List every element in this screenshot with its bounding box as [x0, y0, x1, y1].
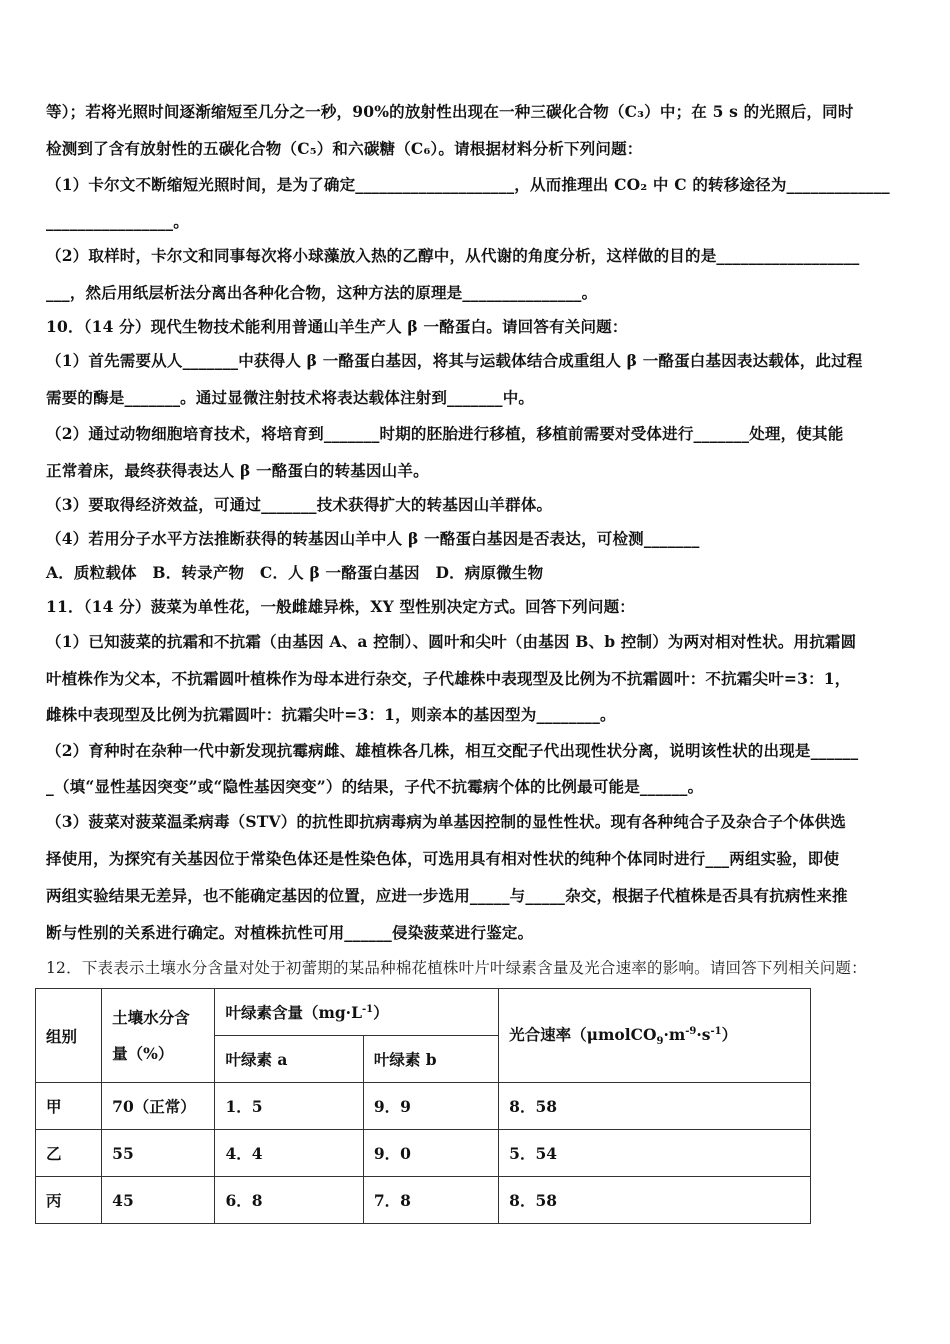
text-line: （1）首先需要从人_______中获得人 β 一酪蛋白基因，将其与运载体结合成重组人 β 一酪蛋白基因表达载体，此过程	[46, 351, 863, 370]
cell-chlb: 9．0	[363, 1130, 498, 1177]
cell-rate: 8．58	[499, 1177, 811, 1224]
header-rate-end: ）	[721, 1025, 738, 1045]
table-row	[36, 1177, 811, 1224]
text-line: （1）已知菠菜的抗霜和不抗霜（由基因 A、a 控制）、圆叶和尖叶（由基因 B、b 控制）为两对相对性状。用抗霜圆	[46, 632, 857, 651]
cell-water: 45	[102, 1177, 215, 1224]
text-line: （2）通过动物细胞培育技术，将培育到_______时期的胚胎进行移植，移植前需要对受体进行_______处理，使其能	[46, 424, 844, 443]
cell-chla: 6．8	[215, 1177, 363, 1224]
cell-chla: 1．5	[215, 1083, 363, 1130]
text-line: 择使用，为探究有关基因位于常染色体还是性染色体，可选用具有相对性状的纯种个体同时进行___两组实验，即使	[46, 849, 840, 868]
header-chlorophyll-label: 叶绿素含量（mg·L	[225, 1003, 362, 1022]
header-rate-mid2: ·s	[696, 1025, 711, 1045]
table-row	[36, 1083, 811, 1130]
header-chlorophyll-end: ）	[373, 1003, 389, 1022]
header-rate-sub: 9	[656, 1036, 664, 1048]
header-chlorophyll-a: 叶绿素 a	[215, 1036, 363, 1083]
header-rate-sup1: -9	[685, 1026, 697, 1038]
header-chlorophyll	[215, 989, 499, 1036]
text-line: 雌株中表现型及比例为抗霜圆叶：抗霜尖叶=3：1，则亲本的基因型为________。	[46, 705, 616, 724]
text-line: 需要的酶是_______。通过显微注射技术将表达载体注射到_______中。	[46, 388, 535, 407]
header-water	[102, 989, 215, 1083]
table-row	[36, 1130, 811, 1177]
cell-rate: 8．58	[499, 1083, 811, 1130]
cell-chlb: 7．8	[363, 1177, 498, 1224]
cell-chla: 4．4	[215, 1130, 363, 1177]
header-rate-mid: ·m	[663, 1025, 686, 1045]
text-line: （3）菠菜对菠菜温柔病毒（STV）的抗性即抗病毒病为单基因控制的显性性状。现有各种纯合子及杂合子个体供选	[46, 812, 846, 831]
cell-water: 70（正常）	[102, 1083, 215, 1130]
header-chlorophyll-sup: -1	[361, 1003, 374, 1015]
question-10-title: 10．（14 分）现代生物技术能利用普通山羊生产人 β 一酪蛋白。请回答有关问题：	[46, 317, 628, 336]
header-group: 组别	[36, 989, 102, 1083]
text-line: （4）若用分子水平方法推断获得的转基因山羊中人 β 一酪蛋白基因是否表达，可检测_______	[46, 529, 700, 548]
text-line: （3）要取得经济效益，可通过_______技术获得扩大的转基因山羊群体。	[46, 495, 553, 514]
cell-group: 丙	[36, 1177, 102, 1224]
text-line: （1）卡尔文不断缩短光照时间，是为了确定____________________，从而推理出 CO₂ 中 C 的转移途径为_____________	[46, 175, 890, 194]
header-rate-sup2: -1	[710, 1026, 722, 1038]
header-water-line1: 土壤水分含	[112, 1007, 190, 1027]
text-line: ___，然后用纸层析法分离出各种化合物，这种方法的原理是_______________。	[46, 283, 598, 302]
text-line: ________________。	[46, 212, 189, 231]
answer-options: A．质粒载体 B．转录产物 C．人 β 一酪蛋白基因 D．病原微生物	[46, 563, 544, 582]
header-water-line2: 量（%）	[112, 1043, 174, 1063]
question-12-title: 12．下表表示土壤水分含量对处于初蕾期的某品种棉花植株叶片叶绿素含量及光合速率的影响。请回答下列相关问题：	[46, 959, 867, 977]
cell-group: 甲	[36, 1083, 102, 1130]
text-line: （2）育种时在杂种一代中新发现抗霉病雌、雄植株各几株，相互交配子代出现性状分离，说明该性状的出现是______	[46, 741, 859, 760]
cell-water: 55	[102, 1130, 215, 1177]
header-rate-label: 光合速率（μmolCO	[509, 1025, 657, 1045]
data-table	[35, 988, 811, 1224]
text-line: 正常着床，最终获得表达人 β 一酪蛋白的转基因山羊。	[46, 461, 429, 480]
text-line: 断与性别的关系进行确定。对植株抗性可用______侵染菠菜进行鉴定。	[46, 923, 534, 942]
text-line: 两组实验结果无差异，也不能确定基因的位置，应进一步选用_____与_____杂交，根据子代植株是否具有抗病性来推	[46, 886, 848, 905]
cell-rate: 5．54	[499, 1130, 811, 1177]
text-line: 检测到了含有放射性的五碳化合物（C₅）和六碳糖（C₆）。请根据材料分析下列问题：	[46, 139, 643, 158]
text-line: _（填“显性基因突变”或“隐性基因突变”）的结果，子代不抗霉病个体的比例最可能是______。	[46, 777, 704, 796]
text-line: （2）取样时，卡尔文和同事每次将小球藻放入热的乙醇中，从代谢的角度分析，这样做的目的是__________________	[46, 246, 860, 265]
text-line: 叶植株作为父本，不抗霜圆叶植株作为母本进行杂交，子代雄株中表现型及比例为不抗霜圆叶：不抗霜尖叶=3：1，	[46, 669, 851, 688]
cell-group: 乙	[36, 1130, 102, 1177]
header-photosynthesis-rate	[499, 989, 811, 1083]
cell-chlb: 9．9	[363, 1083, 498, 1130]
question-11-title: 11．（14 分）菠菜为单性花，一般雌雄异株，XY 型性别决定方式。回答下列问题：	[46, 597, 635, 616]
header-chlorophyll-b: 叶绿素 b	[363, 1036, 498, 1083]
text-line: 等）；若将光照时间逐渐缩短至几分之一秒，90%的放射性出现在一种三碳化合物（C₃）中；在 5 s 的光照后，同时	[46, 102, 854, 121]
